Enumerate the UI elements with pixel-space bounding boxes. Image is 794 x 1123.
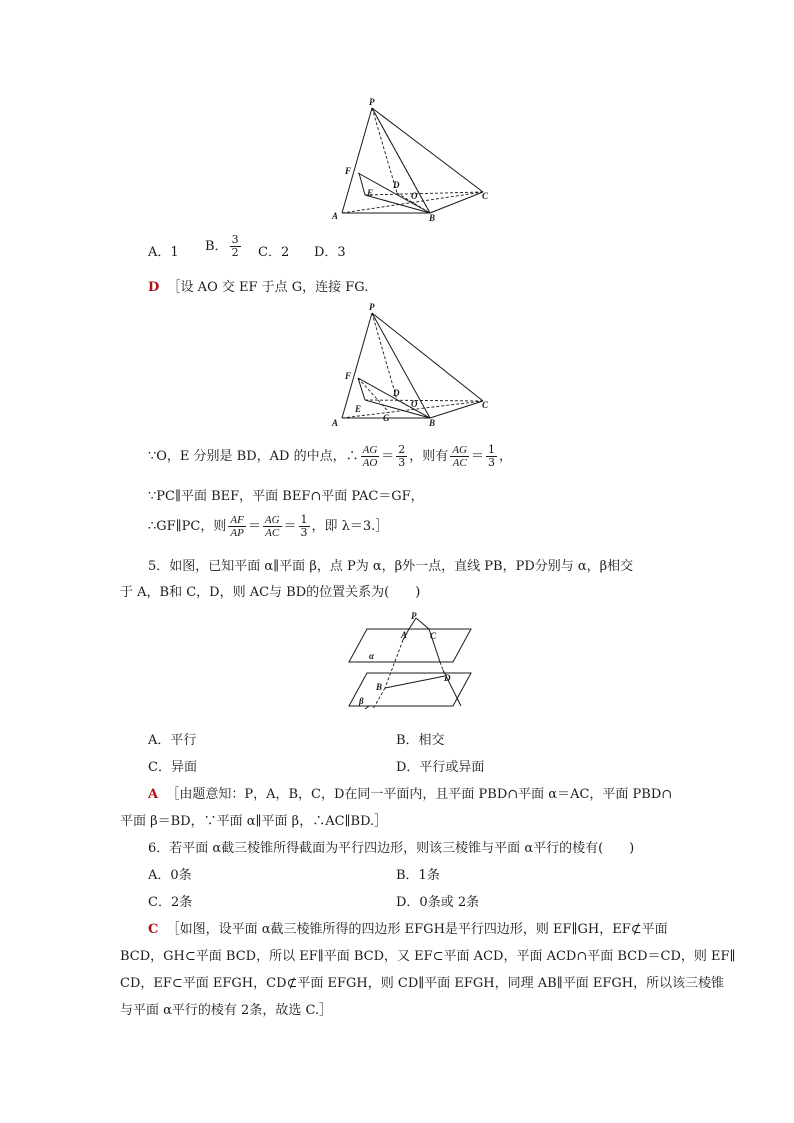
label-B: B — [429, 213, 436, 223]
q6-solution-line4: 与平面 α平行的棱有 2条，故选 C.］ — [120, 1003, 333, 1018]
q5-stem-line2: 于 A，B和 C，D，则 AC与 BD的位置关系为( ) — [120, 585, 421, 600]
label-D: D — [444, 673, 451, 683]
parallel-planes-figure — [345, 610, 475, 710]
q5-solution-line1: A ［由题意知：P，A，B，C，D在同一平面内，且平面 PBD∩平面 α＝AC，平面 PBD∩ — [148, 787, 673, 802]
label-B: B — [429, 418, 436, 428]
label-A: A — [401, 630, 408, 640]
label-D: D — [393, 180, 400, 190]
q6-solution-line2: BCD，GH⊂平面 BCD，所以 EF∥平面 BCD，又 EF⊂平面 ACD，平面 ACD∩平面 BCD＝CD，则 EF∥ — [120, 949, 736, 964]
q5-choice-a: A．平行 — [148, 733, 197, 748]
label-P: P — [369, 97, 375, 107]
label-D: D — [393, 388, 400, 398]
q6-solution-line1: C ［如图，设平面 α截三棱锥所得的四边形 EFGH是平行四边形，则 EF∥GH，EF⊄平面 — [148, 922, 668, 937]
q6-choice-a: A．0条 — [148, 868, 192, 883]
q5-stem-line1: 5．如图，已知平面 α∥平面 β，点 P为 α，β外一点，直线 PB，PD分别与 α，β相交 — [148, 559, 634, 574]
label-alpha: α — [369, 651, 374, 661]
q4-choice-d: D．3 — [314, 245, 346, 260]
q4-solution-line3: ∵PC∥平面 BEF，平面 BEF∩平面 PAC＝GF， — [148, 489, 424, 504]
label-E: E — [355, 404, 362, 414]
label-C: C — [482, 191, 489, 201]
q4-choice-b: B． $\frac{3}{2}$ — [205, 233, 239, 259]
label-C: C — [430, 631, 437, 641]
label-F: F — [345, 371, 352, 381]
label-A: A — [332, 418, 339, 428]
label-C: C — [482, 400, 489, 410]
label-G: G — [383, 413, 390, 423]
q4-solution-line1: D ［设 AO 交 EF 于点 G，连接 FG. — [148, 280, 369, 295]
pyramid-figure-1 — [325, 95, 495, 225]
label-P: P — [411, 611, 417, 621]
q6-choice-d: D．0条或 2条 — [396, 895, 480, 910]
label-A: A — [332, 211, 339, 221]
pyramid-figure-2 — [325, 300, 495, 435]
q4-solution-line4: ∴GF∥PC，则 $\frac{AF}{AP}$ ＝ $\frac{AG}{AC}$ ＝ $\frac{1}{3}$ ，即 λ＝3.］ — [148, 513, 389, 539]
q6-stem: 6．若平面 α截三棱锥所得截面为平行四边形，则该三棱锥与平面 α平行的棱有( ) — [148, 841, 635, 856]
q4-solution-line2: ∵O，E 分别是 BD，AD 的中点，∴ $\frac{AG}{AO}$ ＝ $\frac{2}{3}$ ，则有 $\frac{AG}{AC}$ ＝ $\frac{1}{3}$ ， — [148, 443, 513, 469]
q5-solution-line2: 平面 β＝BD，∵平面 α∥平面 β，∴AC∥BD.］ — [120, 814, 388, 829]
label-F: F — [345, 166, 352, 176]
q6-solution-line3: CD，EF⊂平面 EFGH，CD⊄平面 EFGH，则 CD∥平面 EFGH，同理 AB∥平面 EFGH，所以该三棱锥 — [120, 976, 725, 991]
q6-choice-b: B．1条 — [396, 868, 440, 883]
label-E: E — [367, 188, 374, 198]
q5-choice-b: B．相交 — [396, 733, 445, 748]
label-P: P — [369, 302, 375, 312]
q4-choice-c: C．2 — [258, 245, 290, 260]
q6-choice-c: C．2条 — [148, 895, 193, 910]
q5-choice-d: D．平行或异面 — [396, 760, 485, 775]
label-O: O — [411, 399, 418, 409]
label-beta: β — [359, 696, 364, 706]
label-B: B — [376, 682, 383, 692]
q4-choice-a: A．1 — [148, 245, 179, 260]
label-O: O — [411, 191, 418, 201]
q5-choice-c: C．异面 — [148, 760, 197, 775]
